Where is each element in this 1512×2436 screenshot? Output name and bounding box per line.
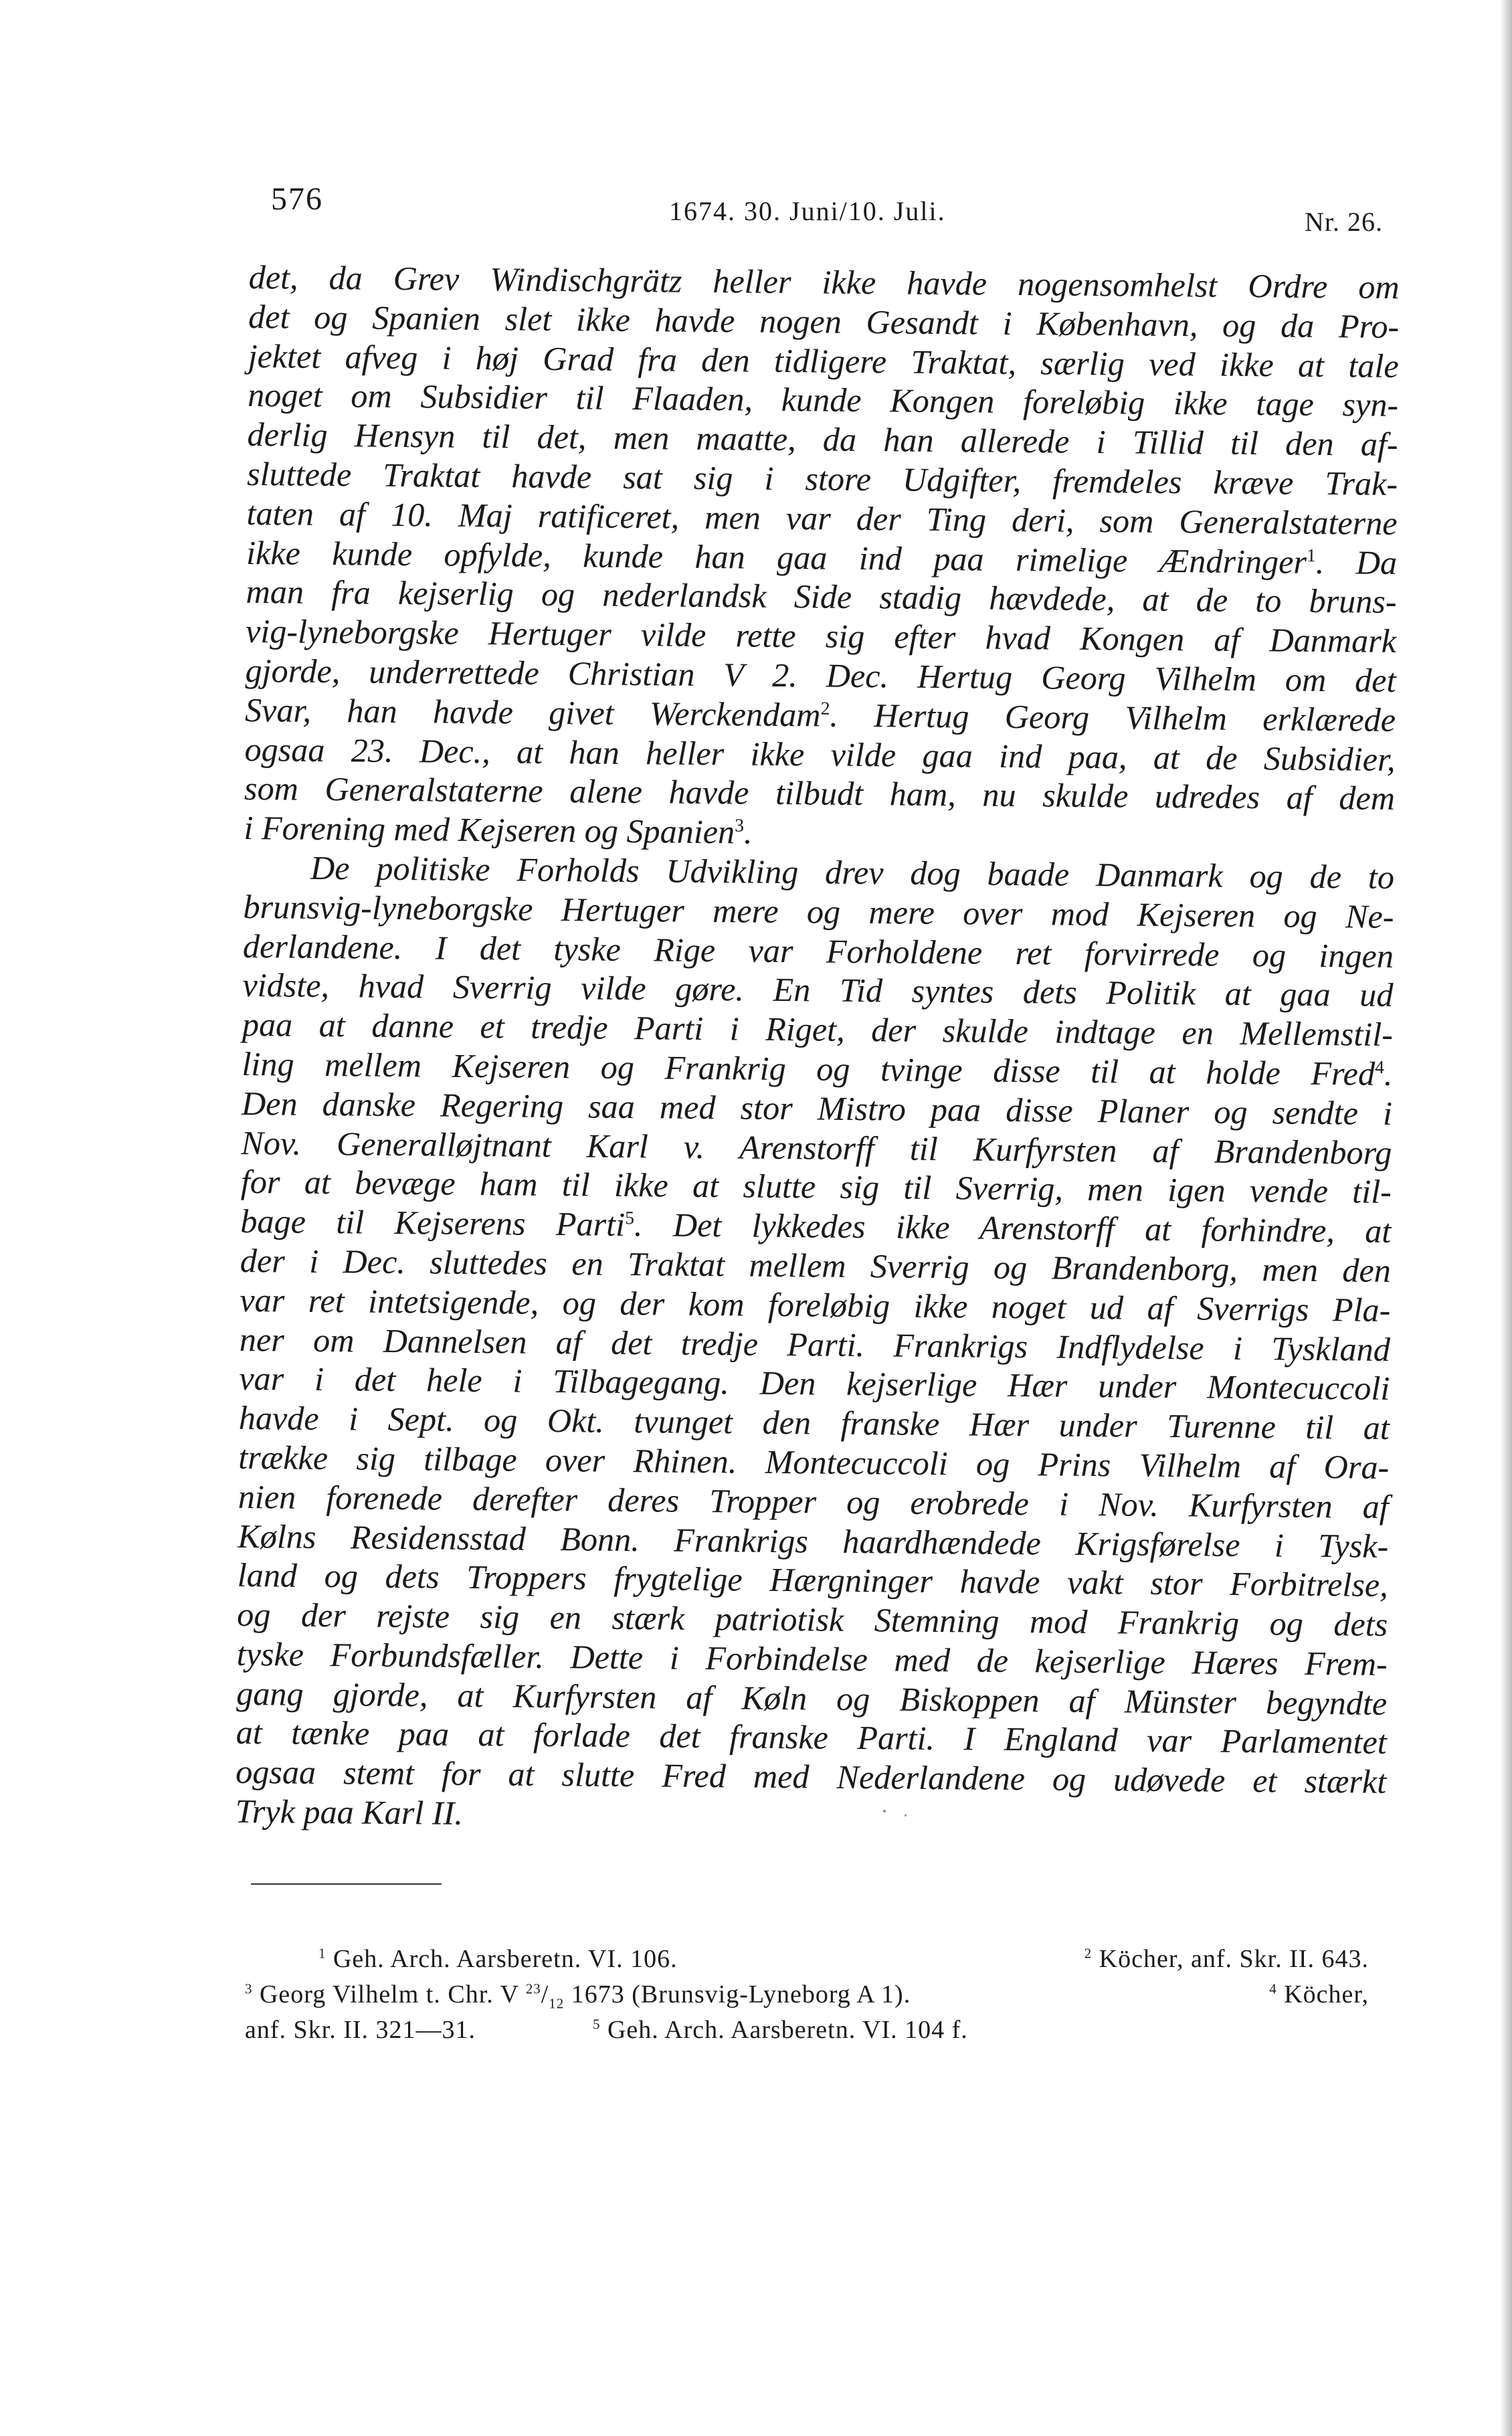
footnote-line <box>245 2012 1369 2048</box>
text-line: sluttede Traktat havde sat sig i store Udgifter, fremdeles kræve Trak- <box>246 454 1398 502</box>
text-segment: ikke kunde opfylde, kunde han gaa ind paa rimelige Ændringer <box>246 533 1307 581</box>
text-line: Tryk paa Karl II. <box>235 1792 464 1832</box>
text-line: vidste, hvad Sverrig vilde gøre. En Tid syntes dets Politik at gaa ud <box>242 966 1394 1014</box>
footnote-mark: 4 <box>1269 1980 1277 1997</box>
document-number: Nr. 26. <box>1305 207 1383 237</box>
footnote-line <box>245 1942 1369 1977</box>
text-line: trække sig tilbage over Rhinen. Montecuccoli og Prins Vilhelm af Ora- <box>238 1438 1390 1486</box>
footnote-mark: 5 <box>593 2016 601 2033</box>
text-line: Den danske Regering saa med stor Mistro paa disse Planer og sendte i <box>241 1084 1393 1132</box>
text-line: brunsvig-lyneborgske Hertuger mere og mere over mod Kejseren og Ne- <box>243 887 1394 935</box>
text-line: taten af 10. Maj ratificeret, men var der Ting deri, som Generalstaterne <box>246 494 1398 542</box>
footnote-ref: 3 <box>735 814 745 836</box>
footnote-text: Georg Vilhelm t. Chr. V <box>259 1980 519 2008</box>
footnote-text: Köcher, anf. Skr. II. 643. <box>1099 1945 1369 1973</box>
page-number: 576 <box>271 181 323 217</box>
footnote-5 <box>593 2012 968 2048</box>
text-segment: . <box>1384 1054 1393 1093</box>
text-line: det, da Grev Windischgrätz heller ikke havde nogensomhelst Ordre om <box>248 258 1400 306</box>
text-line: gang gjorde, at Kurfyrsten af Køln og Biskoppen af Münster begyndte <box>236 1674 1388 1722</box>
footnote-separator-rule <box>251 1883 442 1885</box>
running-head-date: 1674. 30. Juni/10. Juli. <box>669 196 946 226</box>
text-line: De politiske Forholds Udvikling drev dog baade Danmark og de to <box>310 848 1395 896</box>
text-line: noget om Subsidier til Flaaden, kunde Kongen foreløbig ikke tage syn- <box>247 376 1399 424</box>
text-segment: ling mellem Kejseren og Frankrig og tvinge disse til at holde Fred <box>242 1044 1376 1093</box>
text-segment: bage til Kejserens Parti <box>240 1202 626 1244</box>
footnote-4 <box>1269 1977 1369 2012</box>
footnote-ref: 4 <box>1375 1056 1385 1078</box>
date-denominator: 12 <box>549 1995 565 2012</box>
text-line: ogsaa stemt for at slutte Fred med Nederlandene og udøvede et stærkt <box>235 1753 1387 1801</box>
text-segment: . Da <box>1315 543 1398 581</box>
text-line: for at bevæge ham til ikke at slutte sig til Sverrig, men igen vende til- <box>240 1163 1392 1211</box>
footnote-text: Köcher, <box>1284 1980 1369 2008</box>
footnote-mark: 1 <box>318 1945 326 1962</box>
text-line: derlig Hensyn til det, men maatte, da han allerede i Tillid til den af- <box>247 415 1398 464</box>
page-header <box>0 181 1512 237</box>
footnote-4-continued: anf. Skr. II. 321—31. <box>245 2016 476 2044</box>
text-line: som Generalstaterne alene havde tilbudt ham, nu skulde udredes af dem <box>244 769 1396 818</box>
text-line: Nov. Generalløjtnant Karl v. Arenstorff til Kurfyrsten af Brandenborg <box>241 1123 1392 1172</box>
footnote-ref: 2 <box>820 697 830 719</box>
text-line: gjorde, underrettede Christian V 2. Dec. Hertug Georg Vilhelm om det <box>245 651 1396 699</box>
footnote-1 <box>318 1942 678 1977</box>
text-line: Kølns Residensstad Bonn. Frankrigs haardhændede Krigsførelse i Tysk- <box>238 1517 1389 1565</box>
text-segment: i Forening med Kejseren og Spanien <box>244 809 735 851</box>
footnote-text: 1673 (Brunsvig-Lyneborg A 1). <box>571 1980 911 2008</box>
text-line: nien forenede derefter deres Tropper og erobrede i Nov. Kurfyrsten af <box>238 1477 1390 1525</box>
print-speck <box>883 1810 886 1812</box>
footnote-ref: 5 <box>625 1207 635 1228</box>
text-segment: Svar, han havde givet Werckendam <box>244 690 821 734</box>
footnote-ref: 1 <box>1306 544 1317 565</box>
footnote-line <box>245 1977 1369 2012</box>
page-edge-shadow <box>1500 0 1512 2436</box>
text-line: og der rejste sig en stærk patriotisk Stemning mod Frankrig og dets <box>237 1596 1388 1644</box>
text-line: vig-lyneborgske Hertuger vilde rette sig efter hvad Kongen af Danmark <box>245 612 1397 660</box>
text-line: jektet afveg i høj Grad fra den tidligere Traktat, særlig ved ikke at tale <box>248 337 1399 385</box>
footnotes <box>245 1942 1369 2048</box>
date-numerator: 23 <box>525 1980 541 1997</box>
text-line: havde i Sept. og Okt. tvunget den franske Hær under Turenne til at <box>238 1399 1390 1447</box>
text-segment: . Det lykkedes ikke Arenstorff at forhindre, at <box>634 1206 1392 1250</box>
text-line: ner om Dannelsen af det tredje Parti. Frankrigs Indflydelse i Tyskland <box>239 1320 1391 1368</box>
text-line: land og dets Troppers frygtelige Hærgninger havde vakt stor Forbitrelse, <box>237 1556 1388 1604</box>
text-segment: . Hertug Georg Vilhelm erklærede <box>830 696 1396 739</box>
body-text <box>235 258 1399 1841</box>
text-line: ogsaa 23. Dec., at han heller ikke vilde gaa ind paa, at de Subsidier, <box>244 730 1396 778</box>
text-segment: . <box>743 813 753 851</box>
text-line: derlandene. I det tyske Rige var Forholdene ret forvirrede og ingen <box>242 927 1394 975</box>
text-line: paa at danne et tredje Parti i Riget, der skulde indtage en Mellemstil- <box>242 1006 1394 1054</box>
text-line: tyske Forbundsfæller. Dette i Forbindelse med de kejserlige Hæres Frem- <box>236 1634 1388 1683</box>
footnote-mark: 2 <box>1084 1945 1093 1962</box>
footnote-2 <box>1084 1942 1369 1977</box>
footnote-text: Geh. Arch. Aarsberetn. VI. 104 f. <box>607 2016 968 2044</box>
text-line: man fra kejserlig og nederlandsk Side stadig hævdede, at de to bruns- <box>246 573 1397 621</box>
text-line: der i Dec. sluttedes en Traktat mellem Sverrig og Brandenborg, men den <box>240 1241 1392 1289</box>
print-speck <box>905 1814 907 1816</box>
footnote-mark: 3 <box>245 1980 253 1997</box>
text-line: det og Spanien slet ikke havde nogen Gesandt i København, og da Pro- <box>248 297 1400 345</box>
footnote-text: Geh. Arch. Aarsberetn. VI. 106. <box>333 1945 678 1973</box>
text-line: var i det hele i Tilbagegang. Den kejserlige Hær under Montecuccoli <box>239 1360 1390 1408</box>
text-line: var ret intetsigende, og der kom foreløbig ikke noget ud af Sverrigs Pla- <box>240 1281 1391 1329</box>
footnote-3: $^3$ Georg Vilhelm t. Chr. V $^{23}/_{12}$ 1673 (Brunsvig-Lyneborg A 1). <box>245 1980 911 2012</box>
text-line: at tænke paa at forlade det franske Parti. I England var Parlamentet <box>235 1713 1387 1762</box>
